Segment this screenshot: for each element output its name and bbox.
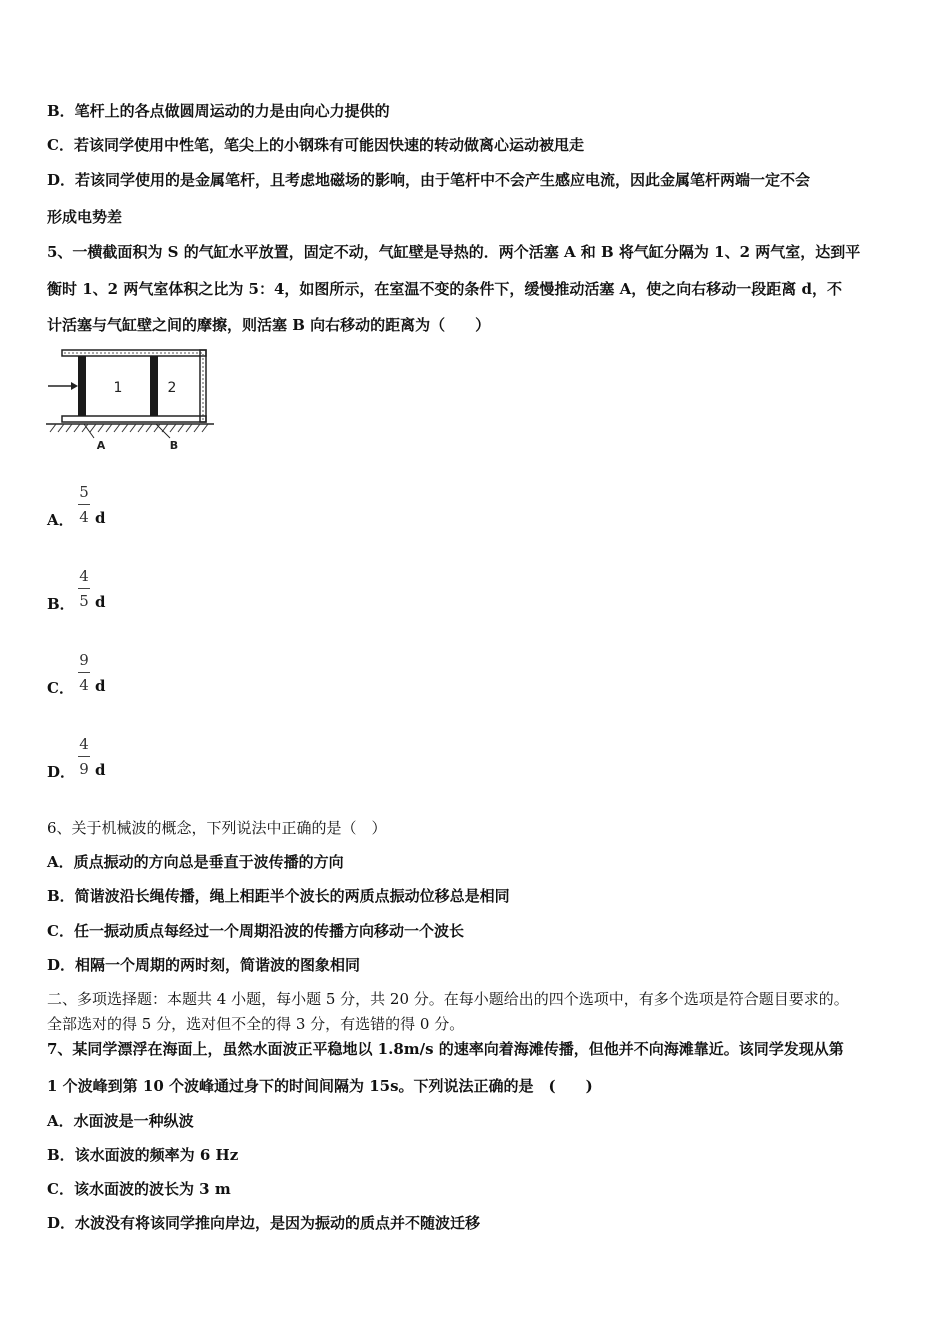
piston-a bbox=[78, 356, 86, 416]
chamber-2-label: 2 bbox=[167, 380, 177, 396]
piston-b-label: B bbox=[169, 439, 179, 452]
q5-option-b-label: B． bbox=[47, 595, 75, 613]
q6-option-c: C．任一振动质点每经过一个周期沿波的传播方向移动一个波长 bbox=[47, 922, 464, 940]
q5-option-d-label: D． bbox=[47, 763, 76, 781]
q5-option-d-unit: d bbox=[95, 761, 106, 779]
q5-option-a-label: A． bbox=[47, 511, 74, 529]
q7-option-c: C．该水面波的波长为 3 m bbox=[47, 1180, 231, 1198]
piston-b-leader bbox=[156, 424, 170, 438]
q5-option-b-fraction bbox=[77, 566, 91, 611]
piston-a-leader bbox=[84, 424, 94, 438]
fraction-numerator: 9 bbox=[79, 651, 89, 669]
cylinder-figure bbox=[44, 344, 216, 452]
cylinder-bottom-wall bbox=[62, 416, 206, 422]
q5-option-b-unit: d bbox=[95, 593, 106, 611]
section2-heading-line2: 全部选对的得 5 分，选对但不全的得 3 分，有选错的得 0 分。 bbox=[47, 1015, 465, 1033]
q5-option-a-unit: d bbox=[95, 509, 106, 527]
fraction-bar bbox=[78, 588, 90, 589]
q4-option-d-line1: D．若该同学使用的是金属笔杆，且考虑地磁场的影响，由于笔杆中不会产生感应电流，因此金属笔杆两端一定不会 bbox=[47, 171, 811, 189]
q5-stem-line1: 5、一横截面积为 S 的气缸水平放置，固定不动，气缸壁是导热的．两个活塞 A 和 B 将气缸分隔为 1、2 两气室，达到平 bbox=[47, 243, 861, 261]
fraction-bar bbox=[78, 504, 90, 505]
fraction-denominator: 9 bbox=[79, 760, 89, 778]
q4-option-c: C．若该同学使用中性笔，笔尖上的小钢珠有可能因快速的转动做离心运动被甩走 bbox=[47, 136, 584, 154]
chamber-1-label: 1 bbox=[113, 380, 123, 396]
fraction-numerator: 4 bbox=[79, 735, 89, 753]
q6-option-a: A．质点振动的方向总是垂直于波传播的方向 bbox=[47, 853, 344, 871]
ground-hatching bbox=[50, 424, 208, 432]
q5-stem-line3: 计活塞与气缸壁之间的摩擦，则活塞 B 向右移动的距离为（ ） bbox=[47, 316, 491, 334]
push-arrow-head bbox=[71, 382, 78, 390]
piston-b bbox=[150, 356, 158, 416]
q7-stem-line1: 7、某同学漂浮在海面上，虽然水面波正平稳地以 1.8m/s 的速率向着海滩传播，但他并不向海滩靠近。该同学发现从第 bbox=[47, 1040, 844, 1058]
q5-option-d-fraction bbox=[77, 734, 91, 779]
fraction-denominator: 5 bbox=[79, 592, 89, 610]
section2-heading-line1: 二、多项选择题：本题共 4 小题，每小题 5 分，共 20 分。在每小题给出的四个选项中，有多个选项是符合题目要求的。 bbox=[47, 990, 849, 1008]
q6-option-b: B．简谐波沿长绳传播，绳上相距半个波长的两质点振动位移总是相同 bbox=[47, 887, 510, 905]
q7-option-b: B．该水面波的频率为 6 Hz bbox=[47, 1146, 239, 1164]
fraction-bar bbox=[78, 672, 90, 673]
fraction-denominator: 4 bbox=[79, 508, 89, 526]
q5-option-c-fraction bbox=[77, 650, 91, 695]
q4-option-d-line2: 形成电势差 bbox=[47, 208, 123, 226]
q7-option-a: A．水面波是一种纵波 bbox=[47, 1112, 194, 1130]
q5-option-c-unit: d bbox=[95, 677, 106, 695]
fraction-denominator: 4 bbox=[79, 676, 89, 694]
q6-option-d: D．相隔一个周期的两时刻，简谐波的图象相同 bbox=[47, 956, 361, 974]
q5-option-a-fraction bbox=[77, 482, 91, 527]
q7-stem-line2: 1 个波峰到第 10 个波峰通过身下的时间间隔为 15s。下列说法正确的是 ( ) bbox=[47, 1077, 593, 1095]
q6-stem: 6、关于机械波的概念，下列说法中正确的是（ ） bbox=[47, 819, 387, 837]
q4-option-b: B．笔杆上的各点做圆周运动的力是由向心力提供的 bbox=[47, 102, 390, 120]
piston-a-label: A bbox=[96, 439, 106, 452]
fraction-numerator: 4 bbox=[79, 567, 89, 585]
q5-stem-line2: 衡时 1、2 两气室体积之比为 5：4，如图所示，在室温不变的条件下，缓慢推动活塞 A，使之向右移动一段距离 d，不 bbox=[47, 280, 842, 298]
fraction-numerator: 5 bbox=[79, 483, 89, 501]
q5-option-c-label: C． bbox=[47, 679, 74, 697]
q7-option-d: D．水波没有将该同学推向岸边，是因为振动的质点并不随波迁移 bbox=[47, 1214, 481, 1232]
fraction-bar bbox=[78, 756, 90, 757]
